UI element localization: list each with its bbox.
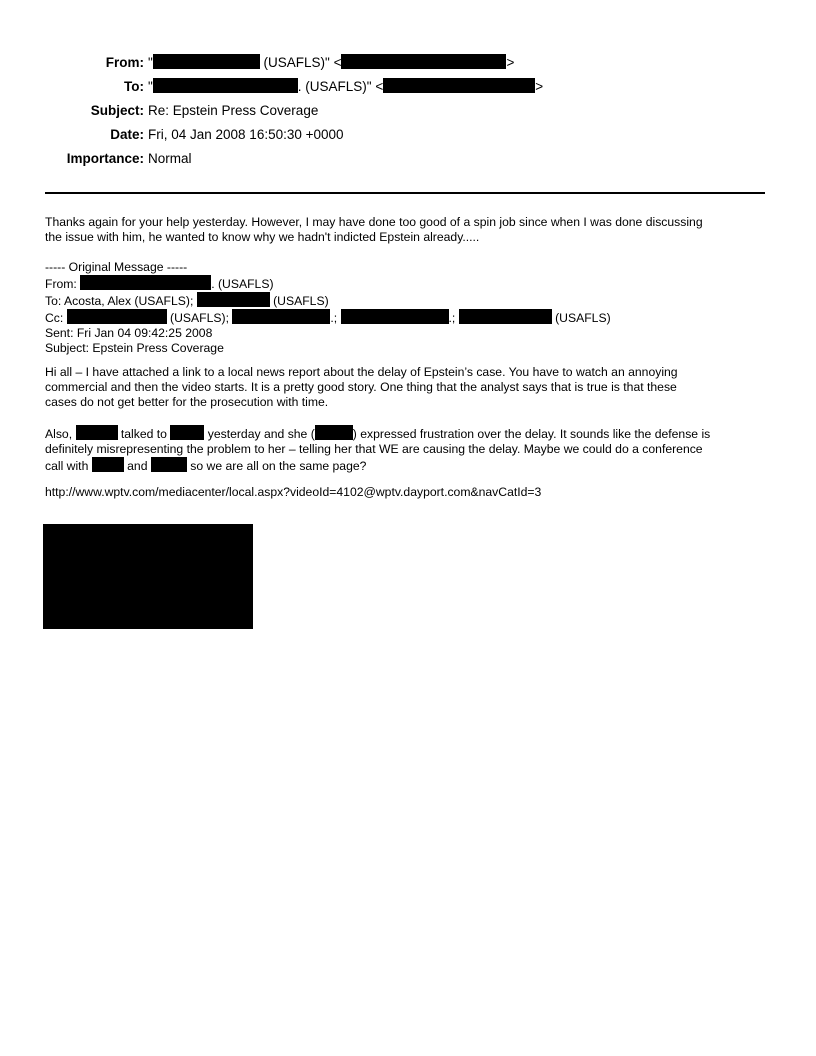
- original-to: To: Acosta, Alex (USAFLS); (USAFLS): [45, 294, 329, 308]
- original-cc: Cc: (USAFLS); .; .; (USAFLS): [45, 311, 611, 325]
- header-divider: [45, 192, 765, 194]
- redaction-box: [341, 54, 506, 69]
- original-from: From: . (USAFLS): [45, 277, 274, 291]
- redaction-box: [383, 78, 535, 93]
- importance-value: Normal: [148, 151, 192, 166]
- video-link[interactable]: http://www.wptv.com/mediacenter/local.aspx?videoId=4102@wptv.dayport.com&navCatId=3: [45, 485, 542, 499]
- to-value: " . (USAFLS)" < >: [148, 79, 544, 94]
- original-sent: Sent: Fri Jan 04 09:42:25 2008: [45, 326, 213, 340]
- redaction-box: [76, 425, 118, 440]
- original-message-header: [45, 260, 769, 356]
- redaction-box: [153, 78, 298, 93]
- to-label: To:: [124, 79, 144, 94]
- redaction-box: [153, 54, 260, 69]
- importance-label: Importance:: [66, 151, 144, 166]
- redaction-box: [232, 309, 330, 324]
- original-subject: Subject: Epstein Press Coverage: [45, 341, 224, 355]
- redaction-block: [43, 524, 253, 629]
- redaction-box: [459, 309, 552, 324]
- header-to-row: [0, 76, 816, 98]
- redaction-box: [92, 457, 124, 472]
- date-label: Date:: [110, 127, 144, 142]
- from-label: From:: [105, 55, 144, 70]
- redaction-box: [170, 425, 204, 440]
- subject-value: Re: Epstein Press Coverage: [148, 103, 319, 118]
- from-value: " (USAFLS)" < >: [148, 55, 515, 70]
- header-importance-row: [0, 148, 816, 170]
- header-from-row: [0, 52, 816, 74]
- header-subject-row: [0, 100, 816, 122]
- date-value: Fri, 04 Jan 2008 16:50:30 +0000: [148, 127, 344, 142]
- redaction-box: [341, 309, 449, 324]
- original-paragraph-1: Hi all – I have attached a link to a local news report about the delay of Epstein’s case. You have to watch an annoying commercial and then the video starts. It is a pretty good story. One thing that the analyst says that is true is that these cases do not get better for the prosecution with time.: [45, 365, 678, 409]
- original-paragraph-2: Also, talked to yesterday and she ( ) expressed frustration over the delay. It sounds like the defense is definitely misrepresenting the problem to her – telling her that WE are causing the delay. Maybe we could do a conference call with and so we are all on the same page?: [45, 427, 711, 473]
- reply-paragraph: Thanks again for your help yesterday. However, I may have done too good of a spin job since when I was done discussing the issue with him, he wanted to know why we hadn't indicted Epstein already.....: [45, 215, 703, 244]
- redaction-box: [151, 457, 187, 472]
- header-date-row: [0, 124, 816, 146]
- original-message-marker: ----- Original Message -----: [45, 260, 188, 274]
- redaction-box: [80, 275, 211, 290]
- redaction-box: [197, 292, 270, 307]
- redaction-box: [315, 425, 353, 440]
- redaction-box: [67, 309, 167, 324]
- subject-label: Subject:: [90, 103, 144, 118]
